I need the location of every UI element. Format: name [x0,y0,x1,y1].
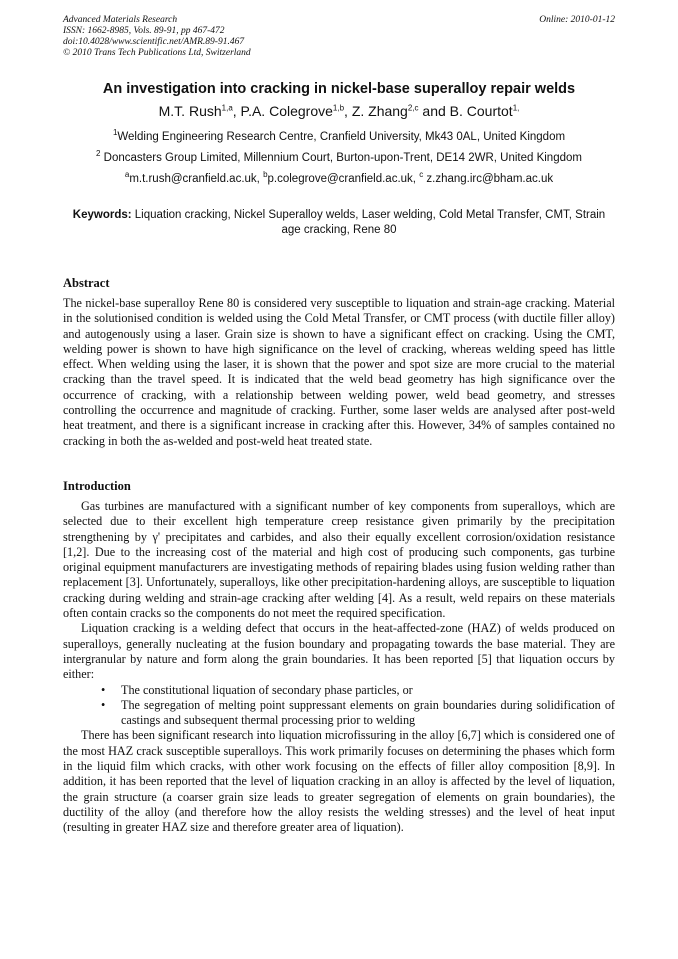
affiliation-2: $^2$ Doncasters Group Limited, Millennium Court, Burton-upon-Trent, DE14 2WR, United Kingdom [96,149,582,164]
author: B. Courtot$^{1,}$ [449,103,520,119]
author: Z. Zhang$^{2,c}$ [351,103,419,119]
introduction-heading: Introduction [63,479,131,493]
keywords-label: Keywords: [72,209,132,221]
intro-paragraph-1: Gas turbines are manufactured with a significant number of key components from superalloys, which are selected due to their excellent high temperature creep resistance given primarily by the precipitation strengthening by γ' precipitates and carbides, and also their equally excellent corrosion/oxidation resistance [1,2]. Due to the increasing cost of the material and high cost of producing such components, gas turbine original equipment manufacturers are investigating methods of repairing blades using fusion welding rather than replacement [3]. Unfortunately, superalloys, like other precipitation-hardening alloys, are susceptible to liquation cracking during welding and strain-age cracking after welding [4]. As a result, weld repairs on these materials often contain cracks so the components do not meet the required specification. [63,499,615,621]
paper-title: An investigation into cracking in nickel-base superalloy repair welds [102,81,576,97]
online-date: Online: 2010-01-12 [539,15,615,25]
email-list: $^a$m.t.rush@cranfield.ac.uk, $^b$p.colegrove@cranfield.ac.uk, $^c$ z.zhang.irc@bham.ac.uk [124,170,554,185]
email-link[interactable]: z.zhang.irc@bham.ac.uk [423,173,554,185]
list-item: • The segregation of melting point suppressant elements on grain boundaries during solidification of castings and subsequent thermal processing prior to welding [121,698,615,729]
doi-line: doi:10.4028/www.scientific.net/AMR.89-91.467 [63,37,245,47]
abstract-heading: Abstract [63,276,110,290]
affiliation-1: $^1$Welding Engineering Research Centre, Cranfield University, Mk43 0AL, United Kingdom [112,128,566,143]
intro-paragraph-3: There has been significant research into liquation microfissuring in the alloy [6,7] which is considered one of the most HAZ crack susceptible superalloys. This work primarily focuses on determining the phases which form in the liquid film which cracks, with other work focusing on the effects of filler alloy composition [8,9]. In addition, it has been reported that the level of liquation cracking in an alloy is affected by the level of liquation, the grain structure (a coarser grain size leads to greater segregation of elements on grain boundaries), the ductility of the alloy (and therefore how the alloy resists the welding stresses) and the level of heat input (resulting in greater HAZ size and therefore greater area of liquation). [63,728,615,835]
issn-line: ISSN: 1662-8985, Vols. 89-91, pp 467-472 [63,26,225,36]
email-link[interactable]: m.t.rush@cranfield.ac.uk, [129,173,264,185]
journal-name: Advanced Materials Research [63,15,178,25]
keywords-text: Liquation cracking, Nickel Superalloy welds, Laser welding, Cold Metal Transfer, CMT, Strain age cracking, Rene 80 [131,209,606,236]
abstract-text: The nickel-base superalloy Rene 80 is considered very susceptible to liquation and strain-age cracking. Material in the solutionised condition is welded using the Cold Metal Transfer, or CMT process (with ductile filler alloy) and autogenously using a laser. Grain size is shown to have a significant effect on cracking. Using the CMT, welding power is shown to have high significance on the level of cracking, whereas welding speed has little effect. When welding using the laser, it is shown that the power and spot size are more crucial to the material cracking than the travel speed. It is indicated that the weld bead geometry has high significance over the occurrence of cracking, with a relationship between welding power, weld bead geometry, and stresses controlling the occurrence and magnitude of cracking. Further, some laser welds are analysed after post-weld heat treatment, and there is a significant increase in cracking after this. However, 34% of samples contained no cracking in both the as-welded and post-weld heat treated state. [63,296,615,448]
liquation-mechanism-list [63,683,615,729]
keywords [63,208,615,238]
intro-paragraph-2: Liquation cracking is a welding defect that occurs in the heat-affected-zone (HAZ) of welds produced on superalloys, generally nucleating at the fusion boundary and propagating towards the base material. They are intergranular by nature and form along the grain boundaries. It has been reported [5] that liquation occurs by either: [63,621,615,682]
copyright-line: © 2010 Trans Tech Publications Ltd, Switzerland [63,48,251,58]
introduction-body [63,499,615,836]
list-item: • The constitutional liquation of secondary phase particles, or [121,683,615,698]
journal-header [63,15,615,59]
email-link[interactable]: p.colegrove@cranfield.ac.uk, [267,173,420,185]
author-list: M.T. Rush$^{1,a}$, P.A. Colegrove$^{1,b}$, Z. Zhang$^{2,c}$ and B. Courtot$^{1,}$ [158,103,520,119]
author: M.T. Rush$^{1,a}$ [158,103,233,119]
author: P.A. Colegrove$^{1,b}$ [240,103,345,119]
